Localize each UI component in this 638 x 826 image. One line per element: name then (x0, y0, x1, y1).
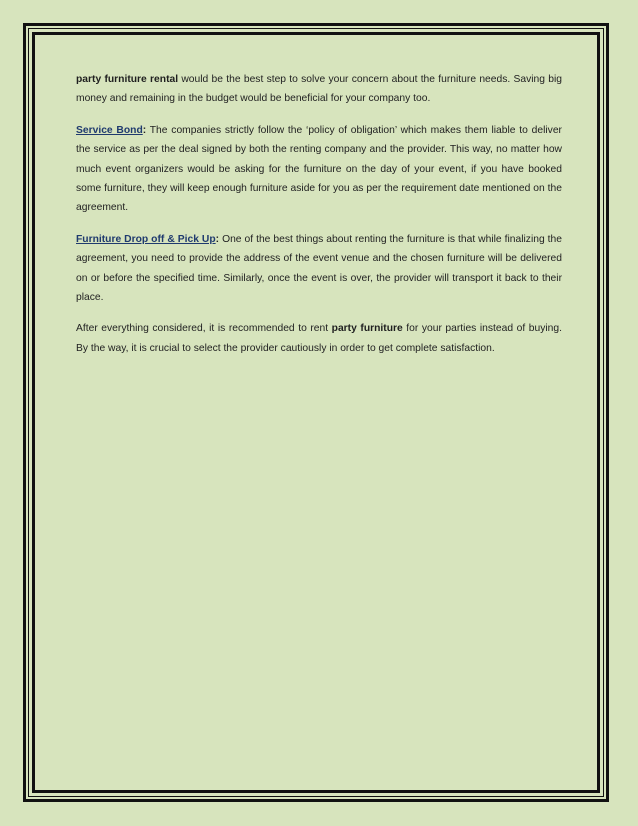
heading-service-bond: Service Bond (76, 124, 143, 136)
paragraph-text: The companies strictly follow the ‘policy of obligation’ which makes them liable to deliver the service as per the deal signed by both the renting company and the provider. This way, no matter how much event organizers would be asking for the furniture on the day of your event, if you have booked some furniture, they will keep enough furniture aside for you as per the requirement date mentioned on the agreement. (76, 124, 562, 214)
paragraph-text-before: After everything considered, it is recommended to rent (76, 323, 332, 335)
paragraph-drop-off-pick-up (76, 230, 562, 308)
paragraph-text: One of the best things about renting the furniture is that while finalizing the agreement, you need to provide the address of the event venue and the chosen furniture will be delivered on or before the specified time. Similarly, once the event is over, the provider will transport it back to their place. (76, 233, 562, 304)
keyword-party-furniture: party furniture (331, 323, 403, 335)
paragraph-text: would be the best step to solve your concern about the furniture needs. Saving big money and remaining in the budget would be beneficial for your company too. (76, 74, 562, 105)
heading-drop-off-pick-up: Furniture Drop off & Pick Up (76, 233, 216, 245)
keyword-party-furniture-rental: party furniture rental (76, 74, 179, 85)
paragraph-conclusion (76, 319, 562, 358)
paragraph-rental-intro (76, 70, 562, 109)
paragraph-text-after: for your parties instead of buying. By the way, it is crucial to select the provider cautiously in order to get complete satisfaction. (76, 323, 562, 354)
heading-colon: : (215, 233, 220, 245)
paragraph-service-bond (76, 121, 562, 218)
heading-colon: : (142, 124, 147, 136)
document-body (76, 70, 562, 370)
